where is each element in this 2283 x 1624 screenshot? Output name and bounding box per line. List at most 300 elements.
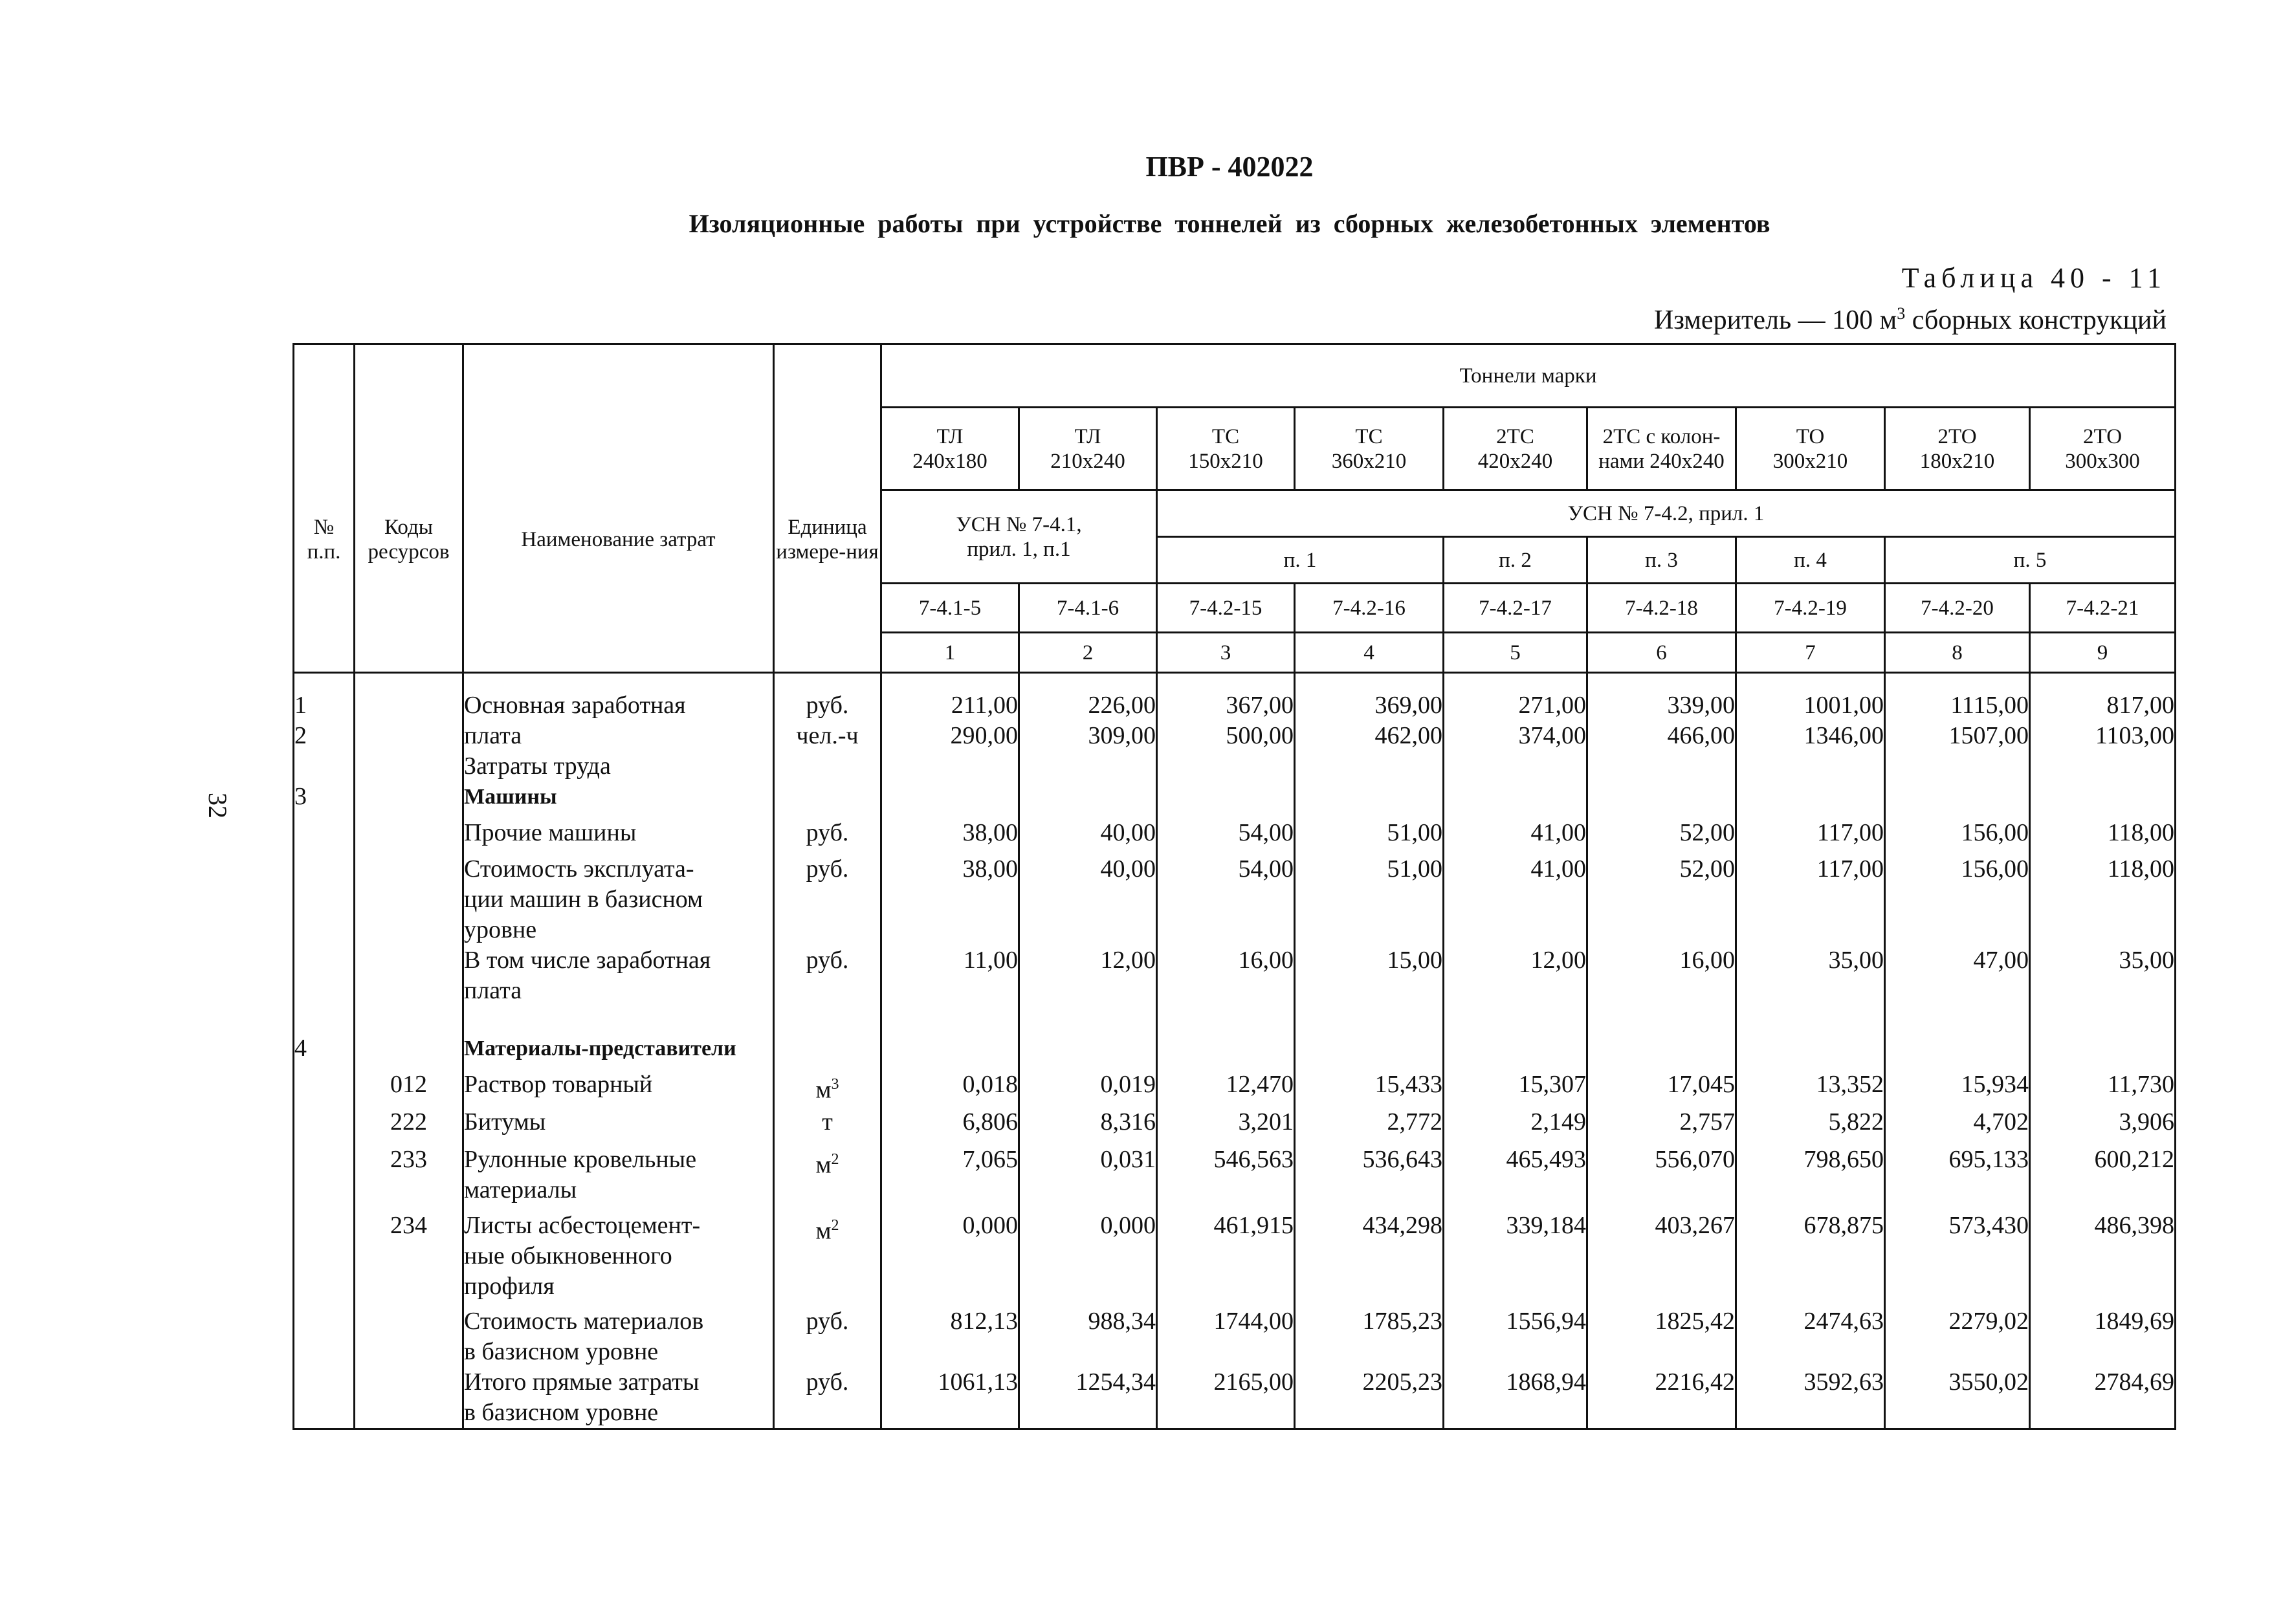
cost-value: 695,133 [1948, 1146, 2029, 1173]
cost-name-cell [463, 1306, 774, 1367]
value-cell [1157, 782, 1295, 818]
cost-name-cell [463, 818, 774, 854]
cost-value: 1744,00 [1213, 1308, 1294, 1335]
cost-name-line: Стоимость эксплуата- [464, 855, 694, 883]
unit-cell [774, 945, 881, 1033]
cost-value: 47,00 [1973, 947, 2029, 974]
value-cell [1444, 1070, 1587, 1107]
unit-cell [774, 1211, 881, 1306]
cost-name-line: Итого прямые затраты [464, 1368, 700, 1396]
value-cell [1295, 854, 1444, 945]
table-row [294, 782, 2176, 818]
cost-value: 500,00 [1226, 722, 1294, 749]
header-mark [881, 408, 1019, 490]
value-cell [1444, 945, 1587, 1033]
cost-value: 52,00 [1679, 819, 1735, 846]
cost-value: 117,00 [1816, 855, 1884, 883]
value-cell [1736, 818, 1885, 854]
cost-value: 600,212 [2094, 1146, 2175, 1173]
cost-value: 15,433 [1374, 1071, 1442, 1098]
mark-size: 180x210 [1919, 449, 1995, 473]
header-col-number: 3 [1157, 633, 1295, 673]
unit-value: руб. [806, 1308, 849, 1335]
value-cell [1019, 1145, 1157, 1211]
mark-type: 2ТО [1937, 424, 1977, 448]
cost-value: 4,702 [1973, 1108, 2029, 1136]
mark-size: 360x210 [1331, 449, 1407, 473]
unit-cell [774, 1033, 881, 1070]
cost-value: 2784,69 [2094, 1368, 2175, 1396]
value-cell [1019, 1306, 1157, 1367]
resource-code-cell [355, 818, 463, 854]
header-mark [2030, 408, 2176, 490]
cost-value: 118,00 [2107, 855, 2175, 883]
resource-code-cell [355, 1033, 463, 1070]
page-number: 32 [203, 793, 232, 818]
value-cell [1587, 1367, 1736, 1429]
row-number-cell [294, 1145, 355, 1211]
cost-name-line: в базисном уровне [464, 1399, 659, 1426]
value-cell [881, 673, 1019, 782]
cost-name-cell [463, 1211, 774, 1306]
unit-cell [774, 1145, 881, 1211]
cost-value: 52,00 [1679, 855, 1735, 883]
cost-value: 988,34 [1088, 1308, 1156, 1335]
cost-value: 11,00 [963, 947, 1018, 974]
value-cell [881, 945, 1019, 1033]
table-row [294, 854, 2176, 945]
header-code: 7-4.2-17 [1444, 584, 1587, 633]
header-code: 7-4.2-21 [2030, 584, 2176, 633]
cost-value: 1849,69 [2094, 1308, 2175, 1335]
resource-code-cell [355, 1107, 463, 1145]
cost-value: 546,563 [1213, 1146, 1294, 1173]
value-cell [1019, 818, 1157, 854]
cost-value: 211,00 [951, 692, 1018, 719]
cost-value: 309,00 [1088, 722, 1156, 749]
cost-value: 3592,63 [1803, 1368, 1884, 1396]
value-cell [1019, 1033, 1157, 1070]
value-cell [1444, 782, 1587, 818]
cost-value: 1103,00 [2095, 722, 2175, 749]
cost-value: 51,00 [1387, 819, 1442, 846]
value-cell [1295, 1145, 1444, 1211]
header-col-number: 1 [881, 633, 1019, 673]
mark-type: ТЛ [1074, 424, 1101, 448]
cost-value: 2,772 [1387, 1108, 1442, 1136]
value-cell [1885, 1033, 2030, 1070]
cost-value: 339,184 [1506, 1212, 1586, 1239]
cost-value: 15,00 [1387, 947, 1442, 974]
header-mark [1157, 408, 1295, 490]
row-number-cell [294, 1033, 355, 1070]
value-cell [881, 1070, 1019, 1107]
value-cell [1444, 1306, 1587, 1367]
row-number-cell [294, 1367, 355, 1429]
header-code: 7-4.2-18 [1587, 584, 1736, 633]
cost-name-line: Затраты труда [464, 752, 611, 780]
cost-value: 51,00 [1387, 855, 1442, 883]
value-cell [1019, 673, 1157, 782]
cost-value: 0,031 [1100, 1146, 1156, 1173]
value-cell [1885, 1211, 2030, 1306]
cost-name-cell [463, 854, 774, 945]
resource-code: 222 [390, 1108, 427, 1136]
unit-cell [774, 1070, 881, 1107]
unit-value: чел.-ч [796, 722, 859, 749]
header-mark [1444, 408, 1587, 490]
value-cell [2030, 1070, 2176, 1107]
value-cell [1019, 1211, 1157, 1306]
unit-value: м [815, 1076, 832, 1104]
mark-type: ТЛ [936, 424, 964, 448]
value-cell [1157, 1033, 1295, 1070]
meter-sup: 3 [1897, 304, 1906, 323]
header-usn-741 [881, 490, 1157, 584]
cost-value: 0,018 [962, 1071, 1018, 1098]
cost-value: 2,757 [1679, 1108, 1735, 1136]
cost-name-cell [463, 1033, 774, 1070]
cost-value: 17,045 [1667, 1071, 1735, 1098]
cost-value: 536,643 [1362, 1146, 1442, 1173]
cost-name-line: Листы асбестоцемент- [464, 1212, 701, 1239]
cost-value: 0,019 [1100, 1071, 1156, 1098]
cost-value: 403,267 [1655, 1212, 1735, 1239]
cost-value: 16,00 [1679, 947, 1735, 974]
cost-name-cell [463, 1107, 774, 1145]
cost-value: 35,00 [2119, 947, 2175, 974]
cost-value: 2165,00 [1213, 1368, 1294, 1396]
value-cell [1019, 782, 1157, 818]
cost-value: 374,00 [1518, 722, 1586, 749]
value-cell [1295, 1070, 1444, 1107]
cost-name-cell [463, 1145, 774, 1211]
resource-code-cell [355, 673, 463, 782]
cost-value: 12,00 [1530, 947, 1586, 974]
header-col-number: 4 [1295, 633, 1444, 673]
cost-name-line: Материалы-представители [464, 1037, 736, 1060]
value-cell [1295, 1107, 1444, 1145]
cost-value: 817,00 [2106, 692, 2175, 719]
resource-code-cell [355, 1306, 463, 1367]
value-cell [1736, 1070, 1885, 1107]
cost-value: 486,398 [2094, 1212, 2175, 1239]
value-cell [2030, 1107, 2176, 1145]
header-col-number: 7 [1736, 633, 1885, 673]
cost-name-line: Машины [464, 785, 557, 809]
cost-value: 465,493 [1506, 1146, 1586, 1173]
cost-name-line: ции машин в базисном [464, 886, 703, 913]
header-mark [1019, 408, 1157, 490]
value-cell [1295, 673, 1444, 782]
header-code: 7-4.2-16 [1295, 584, 1444, 633]
row-number-cell [294, 782, 355, 818]
value-cell [2030, 945, 2176, 1033]
value-cell [1157, 1145, 1295, 1211]
cost-value: 2474,63 [1803, 1308, 1884, 1335]
value-cell [1587, 673, 1736, 782]
value-cell [881, 782, 1019, 818]
value-cell [1157, 1070, 1295, 1107]
cost-value: 226,00 [1088, 692, 1156, 719]
value-cell [881, 1145, 1019, 1211]
header-blank-name [463, 344, 774, 408]
value-cell [1444, 1145, 1587, 1211]
unit-cell [774, 782, 881, 818]
cost-value: 40,00 [1100, 819, 1156, 846]
cost-value: 3,906 [2119, 1108, 2175, 1136]
row-number: 1 [294, 692, 307, 719]
value-cell [881, 818, 1019, 854]
row-number-cell [294, 945, 355, 1033]
cost-value: 41,00 [1530, 819, 1586, 846]
document-title: ПВР - 402022 [1145, 151, 1314, 182]
cost-name-line: Прочие машины [464, 819, 637, 846]
value-cell [1736, 1367, 1885, 1429]
unit-cell [774, 673, 881, 782]
resource-code-cell [355, 945, 463, 1033]
value-cell [1157, 818, 1295, 854]
value-cell [1587, 854, 1736, 945]
cost-value: 8,316 [1100, 1108, 1156, 1136]
header-mark [1736, 408, 1885, 490]
header-codes: Коды ресурсов [355, 408, 463, 673]
value-cell [1157, 945, 1295, 1033]
header-part: п. 5 [1885, 537, 2176, 584]
cost-value: 38,00 [962, 819, 1018, 846]
unit-exponent: 3 [831, 1076, 839, 1093]
mark-size: 150x210 [1188, 449, 1263, 473]
value-cell [1885, 1306, 2030, 1367]
cost-value: 2205,23 [1362, 1368, 1442, 1396]
cost-value: 6,806 [962, 1108, 1018, 1136]
header-code: 7-4.1-6 [1019, 584, 1157, 633]
table-row [294, 673, 2176, 782]
cost-value: 812,13 [950, 1308, 1018, 1335]
unit-cell [774, 1107, 881, 1145]
value-cell [1019, 1107, 1157, 1145]
cost-value: 369,00 [1374, 692, 1442, 719]
cost-value: 15,934 [1961, 1071, 2029, 1098]
value-cell [1587, 782, 1736, 818]
cost-value: 0,000 [962, 1212, 1018, 1239]
value-cell [2030, 673, 2176, 782]
cost-value: 5,822 [1828, 1108, 1884, 1136]
value-cell [1587, 1211, 1736, 1306]
header-usn-742: УСН № 7-4.2, прил. 1 [1157, 490, 2176, 537]
header-code: 7-4.1-5 [881, 584, 1019, 633]
unit-cell [774, 854, 881, 945]
unit-value: руб. [806, 855, 849, 883]
cost-value: 367,00 [1226, 692, 1294, 719]
resource-code: 012 [390, 1071, 427, 1098]
cost-value: 7,065 [962, 1146, 1018, 1173]
meter-suffix: сборных конструкций [1905, 305, 2167, 335]
value-cell [2030, 1367, 2176, 1429]
value-cell [1885, 818, 2030, 854]
usn-line: УСН № 7-4.1, [956, 512, 1082, 536]
value-cell [1157, 673, 1295, 782]
cost-name-line: материалы [464, 1176, 577, 1203]
header-part: п. 4 [1736, 537, 1885, 584]
value-cell [2030, 1033, 2176, 1070]
value-cell [1885, 782, 2030, 818]
cost-value: 2279,02 [1948, 1308, 2029, 1335]
value-cell [1444, 1367, 1587, 1429]
cost-name-cell [463, 945, 774, 1033]
cost-value: 35,00 [1828, 947, 1884, 974]
cost-value: 1868,94 [1506, 1368, 1586, 1396]
row-number: 3 [294, 783, 307, 810]
cost-value: 0,000 [1100, 1212, 1156, 1239]
document-subtitle: Изоляционные работы при устройстве тоннелей из сборных железобетонных элементов [689, 209, 1770, 238]
value-cell [881, 854, 1019, 945]
cost-value: 1556,94 [1506, 1308, 1586, 1335]
value-cell [1295, 1367, 1444, 1429]
table-row [294, 1107, 2176, 1145]
row-number-cell [294, 854, 355, 945]
header-code: 7-4.2-19 [1736, 584, 1885, 633]
cost-value: 15,307 [1518, 1071, 1586, 1098]
unit-exponent: 2 [831, 1151, 839, 1168]
value-cell [881, 1306, 1019, 1367]
header-code: 7-4.2-20 [1885, 584, 2030, 633]
unit-value: руб. [806, 692, 849, 719]
row-number-cell [294, 1070, 355, 1107]
table-row [294, 1211, 2176, 1306]
header-blank-unit [774, 344, 881, 408]
value-cell [1587, 1033, 1736, 1070]
value-cell [1295, 782, 1444, 818]
cost-value: 1254,34 [1075, 1368, 1156, 1396]
value-cell [1444, 1211, 1587, 1306]
cost-name-line: В том числе заработная [464, 947, 711, 974]
value-cell [1444, 1107, 1587, 1145]
cost-value: 434,298 [1362, 1212, 1442, 1239]
cost-value: 3550,02 [1948, 1368, 2029, 1396]
row-number: 2 [294, 722, 307, 749]
cost-value: 118,00 [2107, 819, 2175, 846]
cost-name-line: Стоимость материалов [464, 1308, 704, 1335]
mark-size: нами 240x240 [1598, 449, 1725, 473]
header-mark [1587, 408, 1736, 490]
value-cell [1736, 1211, 1885, 1306]
table-label: Таблица 40 - 11 [1901, 262, 2167, 294]
cost-value: 54,00 [1238, 819, 1294, 846]
value-cell [1295, 1033, 1444, 1070]
cost-value: 339,00 [1667, 692, 1735, 719]
value-cell [881, 1211, 1019, 1306]
table-row [294, 945, 2176, 1033]
value-cell [1587, 818, 1736, 854]
cost-value: 41,00 [1530, 855, 1586, 883]
mark-size: 240x180 [912, 449, 987, 473]
cost-value: 271,00 [1518, 692, 1586, 719]
cost-name-line: ные обыкновенного [464, 1242, 672, 1269]
value-cell [1019, 1070, 1157, 1107]
value-cell [2030, 818, 2176, 854]
value-cell [1587, 1107, 1736, 1145]
cost-value: 461,915 [1213, 1212, 1294, 1239]
header-mark [1295, 408, 1444, 490]
mark-type: 2ТО [2082, 424, 2123, 448]
cost-name-line: Раствор товарный [464, 1071, 653, 1098]
cost-value: 1115,00 [1950, 692, 2029, 719]
unit-exponent: 2 [831, 1217, 839, 1234]
value-cell [1295, 818, 1444, 854]
value-cell [881, 1107, 1019, 1145]
value-cell [1885, 1145, 2030, 1211]
value-cell [1157, 854, 1295, 945]
table-row [294, 818, 2176, 854]
value-cell [1587, 1070, 1736, 1107]
cost-value: 1785,23 [1362, 1308, 1442, 1335]
value-cell [1736, 854, 1885, 945]
mark-type: ТС [1355, 424, 1383, 448]
cost-value: 117,00 [1816, 819, 1884, 846]
value-cell [1444, 673, 1587, 782]
header-part: п. 2 [1444, 537, 1587, 584]
resource-code-cell [355, 1145, 463, 1211]
cost-name-cell [463, 673, 774, 782]
value-cell [881, 1367, 1019, 1429]
header-part: п. 3 [1587, 537, 1736, 584]
cost-value: 1346,00 [1803, 722, 1884, 749]
cost-value: 54,00 [1238, 855, 1294, 883]
resource-code-cell [355, 1211, 463, 1306]
mark-type: ТО [1796, 424, 1825, 448]
unit-value: руб. [806, 947, 849, 974]
value-cell [1157, 1367, 1295, 1429]
header-col-number: 5 [1444, 633, 1587, 673]
value-cell [1736, 1033, 1885, 1070]
unit-value: руб. [806, 819, 849, 846]
resource-code: 234 [390, 1212, 427, 1239]
value-cell [1019, 1367, 1157, 1429]
value-cell [1885, 1367, 2030, 1429]
header-col-number: 2 [1019, 633, 1157, 673]
value-cell [881, 1033, 1019, 1070]
unit-cell [774, 818, 881, 854]
resource-code: 233 [390, 1146, 427, 1173]
cost-value: 466,00 [1667, 722, 1735, 749]
value-cell [1736, 782, 1885, 818]
cost-value: 678,875 [1803, 1212, 1884, 1239]
unit-value: м [815, 1151, 832, 1179]
value-cell [1885, 1107, 2030, 1145]
cost-name-cell [463, 782, 774, 818]
usn-line: прил. 1, п.1 [967, 537, 1071, 561]
value-cell [1736, 1306, 1885, 1367]
value-cell [1736, 1107, 1885, 1145]
cost-value: 1825,42 [1655, 1308, 1735, 1335]
unit-value: т [822, 1108, 833, 1136]
value-cell [1587, 945, 1736, 1033]
value-cell [1019, 854, 1157, 945]
mark-size: 420x240 [1477, 449, 1553, 473]
value-cell [2030, 782, 2176, 818]
cost-value: 798,650 [1803, 1146, 1884, 1173]
cost-value: 1061,13 [938, 1368, 1018, 1396]
resource-code-cell [355, 854, 463, 945]
value-cell [1157, 1306, 1295, 1367]
cost-name-line: плата [464, 722, 522, 749]
value-cell [1157, 1211, 1295, 1306]
cost-value: 13,352 [1816, 1071, 1884, 1098]
header-col-number: 8 [1885, 633, 2030, 673]
mark-type: 2ТС [1496, 424, 1534, 448]
value-cell [1295, 1211, 1444, 1306]
